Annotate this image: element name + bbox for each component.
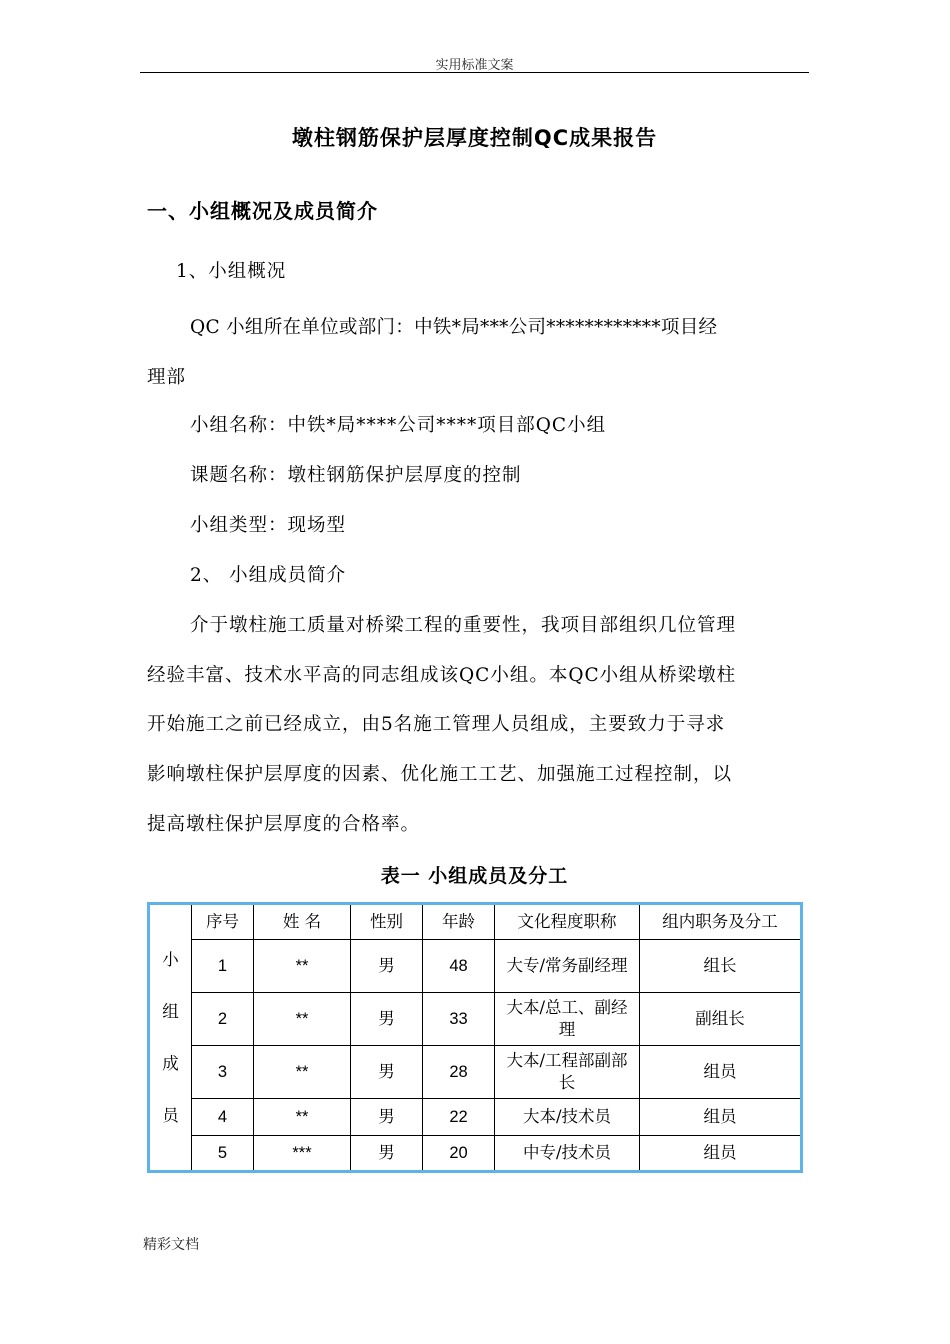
subheading-members: 2、 小组成员简介	[190, 565, 347, 586]
group-label-char: 组	[162, 1001, 179, 1021]
subheading-group-overview: 1、小组概况	[176, 261, 287, 282]
intro-line: 开始施工之前已经成立，由5名施工管理人员组成，主要致力于寻求	[147, 714, 726, 735]
topic-name: 课题名称：墩柱钢筋保护层厚度的控制	[190, 465, 522, 486]
cell-role: 组员	[640, 1136, 802, 1172]
header-rule	[140, 72, 809, 73]
table-row	[149, 993, 802, 1046]
group-label-cell	[149, 904, 192, 1172]
group-name: 小组名称：中铁*局****公司****项目部QC小组	[190, 415, 607, 436]
table-row	[149, 1046, 802, 1099]
page-header: 实用标准文案	[435, 58, 514, 73]
column-header: 文化程度职称	[495, 904, 640, 940]
cell-name: **	[254, 1046, 351, 1099]
cell-gender: 男	[351, 1099, 423, 1136]
column-header: 年龄	[423, 904, 495, 940]
cell-age: 22	[423, 1099, 495, 1136]
document-title: 墩柱钢筋保护层厚度控制QC成果报告	[291, 126, 658, 150]
cell-education: 中专/技术员	[495, 1136, 640, 1172]
cell-name: ***	[254, 1136, 351, 1172]
column-header: 性别	[351, 904, 423, 940]
cell-index: 1	[192, 940, 254, 993]
cell-age: 28	[423, 1046, 495, 1099]
page-footer: 精彩文档	[143, 1237, 199, 1253]
table-caption: 表一 小组成员及分工	[380, 865, 569, 887]
cell-gender: 男	[351, 1136, 423, 1172]
group-label-char: 小	[162, 949, 179, 969]
cell-name: **	[254, 940, 351, 993]
cell-role: 组员	[640, 1046, 802, 1099]
column-header: 序号	[192, 904, 254, 940]
cell-gender: 男	[351, 993, 423, 1046]
intro-line: 提高墩柱保护层厚度的合格率。	[147, 814, 421, 835]
table-row	[149, 1136, 802, 1172]
unit-line-2: 理部	[147, 367, 187, 388]
table-row	[149, 1099, 802, 1136]
cell-role: 组长	[640, 940, 802, 993]
section-heading: 一、小组概况及成员简介	[147, 199, 378, 223]
intro-line: 经验丰富、技术水平高的同志组成该QC小组。本QC小组从桥梁墩柱	[147, 665, 737, 686]
table-row	[149, 940, 802, 993]
group-label-char: 成	[162, 1053, 179, 1073]
cell-education: 大专/常务副经理	[495, 940, 640, 993]
group-type: 小组类型：现场型	[190, 515, 347, 536]
intro-line: 影响墩柱保护层厚度的因素、优化施工工艺、加强施工过程控制，以	[147, 764, 733, 785]
cell-index: 4	[192, 1099, 254, 1136]
table-header-row	[149, 904, 802, 940]
cell-role: 副组长	[640, 993, 802, 1046]
cell-age: 33	[423, 993, 495, 1046]
cell-name: **	[254, 1099, 351, 1136]
cell-education: 大本/技术员	[495, 1099, 640, 1136]
cell-age: 48	[423, 940, 495, 993]
cell-gender: 男	[351, 940, 423, 993]
cell-role: 组员	[640, 1099, 802, 1136]
cell-age: 20	[423, 1136, 495, 1172]
intro-line: 介于墩柱施工质量对桥梁工程的重要性，我项目部组织几位管理	[190, 615, 737, 636]
unit-line-1: QC 小组所在单位或部门：中铁*局***公司************项目经	[190, 317, 718, 338]
column-header: 组内职务及分工	[640, 904, 802, 940]
group-label-char: 员	[162, 1105, 179, 1125]
cell-education: 大本/总工、副经理	[495, 993, 640, 1046]
cell-index: 5	[192, 1136, 254, 1172]
cell-education: 大本/工程部副部长	[495, 1046, 640, 1099]
column-header: 姓 名	[254, 904, 351, 940]
members-table	[147, 902, 803, 1173]
cell-index: 3	[192, 1046, 254, 1099]
cell-index: 2	[192, 993, 254, 1046]
cell-name: **	[254, 993, 351, 1046]
cell-gender: 男	[351, 1046, 423, 1099]
